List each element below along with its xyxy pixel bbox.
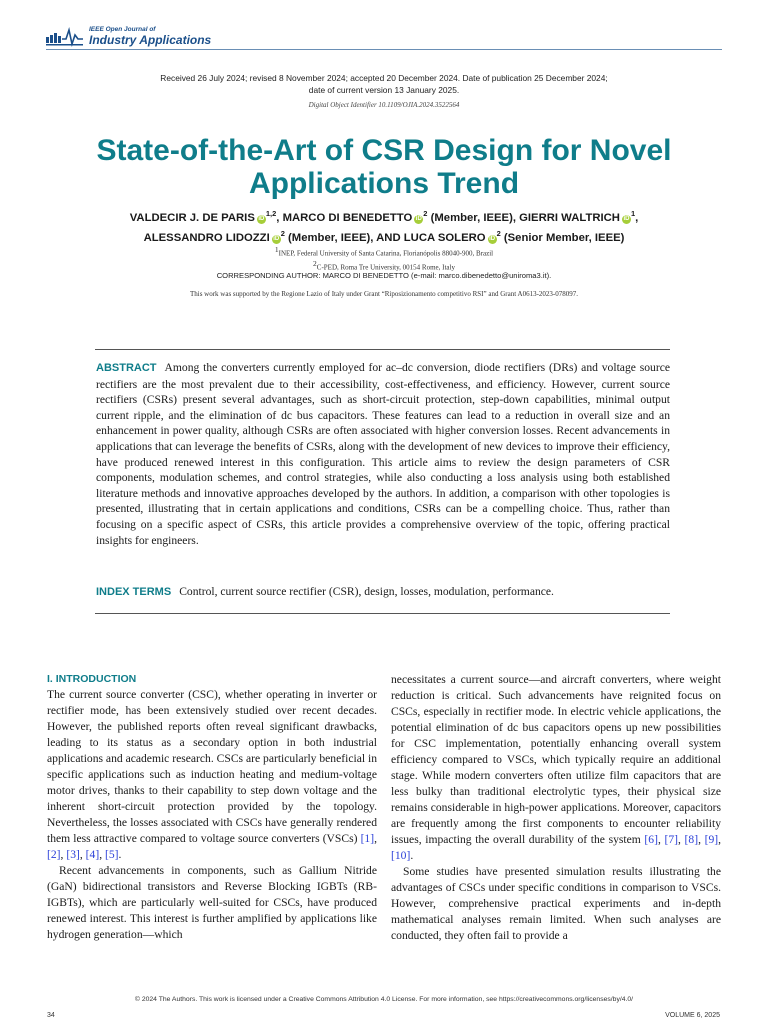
author-name: ALESSANDRO LIDOZZI — [143, 231, 270, 244]
title-line-2: Applications Trend — [248, 167, 520, 200]
affiliation-text: C-PED, Roma Tre University, 00154 Rome, Italy — [316, 263, 455, 272]
orcid-icon[interactable]: iD — [258, 215, 265, 222]
author-name: VALDECIR J. DE PARIS — [129, 211, 255, 224]
author-suffix: , — [276, 211, 283, 224]
abstract-text: Among the converters currently employed for ac–dc conversion, diode rectifiers (DRs) and voltage source rectifiers are the most prevalent due to their accessibility, cost-effectiveness, and efficiency. However, current source rectifiers (CSRs) present several advantages, such as short-circuit protection, step-down capabilities, minimal output current ripple, and the elimination of dc bus capacitors. These features can lead to a reduction in overall size and an enhancement in power quality, although CSRs are often associated with higher conversion losses. Recent advancements in applications that can leverage the benefits of CSRs, along with the development of new devices to improve their efficiency, have produced renewed interest in this configuration. This article aims to review the design parameters of CSR components, modulation schemes, and control strategies, while also conducting a loss analysis using both established literature methods and innovative approaches developed by the authors. In addition, a comparison with other topologies is presented, illustrating that in certain applications and conditions, CSRs can be a compelling choice. Thus, rather than focusing on a specific aspect of CSRs, this article provides a comprehensive overview of the topic, offering practical insights for engineers. — [96, 361, 670, 547]
author-affil-sup: 1,2 — [265, 209, 277, 218]
citation-link[interactable]: [3] — [66, 848, 80, 861]
author-list — [60, 206, 708, 246]
author-suffix: (Member, IEEE), AND — [284, 231, 404, 244]
title-line-1: State-of-the-Art of CSR Design for Novel — [96, 134, 672, 167]
author-suffix: , — [635, 211, 639, 224]
paragraph: The current source converter (CSC), whether operating in inverter or rectifier mode, has been extensively studied over recent decades. However, the published reports often reveal significant drawbacks, leading to its status as a secondary option in both industrial applications and academic research. CSCs are particularly beneficial in specific applications such as induction heating and medium-voltage motor drives, thanks to their capability to step down voltage and the inherent short-circuit protection provided by the topology. Nevertheless, the losses associated with CSCs have generally rendered them less attractive compared to voltage source converters (VSCs) [1], [2], [3], [4], [5]. — [47, 688, 377, 861]
received-line-1: Received 26 July 2024; revised 8 November 2024; accepted 20 December 2024. Date of publication 25 December 2024; — [160, 73, 608, 83]
page-number: 34 — [47, 1012, 55, 1019]
author-affil-sup: 2 — [280, 228, 285, 238]
header-divider — [46, 49, 722, 50]
paragraph: necessitates a current source—and aircraft converters, where weight reduction is critical. Such advancements have reignited focus on CSCs, especially in rectifier mode. In electric vehicle applications, the potential elimination of dc bus capacitors opens up new possibilities for CSC implementation, potentially enhancing overall system efficiency compared to VSCs, which typically require an additional stage. While modern converters often utilize film capacitors that are less bulky than traditional electrolytic types, their physical size remains considerable in high-power applications. Moreover, capacitors are frequently among the first components to encounter reliability issues, impacting the overall durability of the system [6], [7], [8], [9], [10]. — [391, 673, 722, 862]
citation-link[interactable]: [5] — [104, 848, 119, 861]
abstract — [96, 360, 670, 548]
paragraph: Some studies have presented simulation results illustrating the advantages of CSCs under specific conditions in comparison to VSCs. However, comprehensive practical experiments and in-depth mathematical analyses remain limited. When such analyses are conducted, they often fail to provide a — [391, 865, 721, 942]
paragraph-text: necessitates a current source—and aircraft converters, where weight reduction is critical. Such advancements have reignited focus on CSCs, especially in rectifier mode. In electric vehicle applications, the potential elimination of dc bus capacitors opens up new possibilities for CSC implementation, potentially enhancing overall system efficiency compared to VSCs, which typically require an additional stage. While modern converters often utilize film capacitors that are less bulky than traditional electrolytic types, their physical size remains considerable in high-power applications. Moreover, capacitors are frequently among the first components to encounter reliability issues, impacting the overall durability of the system — [391, 673, 721, 846]
citation-link[interactable]: [9] — [704, 833, 719, 846]
author-affil-sup: 2 — [423, 209, 428, 218]
author-line-1 — [60, 206, 708, 226]
author-name: GIERRI WALTRICH — [519, 211, 620, 224]
citation-link[interactable]: [2] — [47, 848, 61, 861]
affiliation-num: 1 — [274, 245, 279, 254]
author-affil-sup: 1 — [630, 209, 636, 218]
orcid-icon[interactable]: iD — [489, 235, 496, 242]
orcid-icon[interactable]: iD — [415, 215, 422, 222]
citation-link[interactable]: [6] — [644, 833, 658, 846]
doi: Digital Object Identifier 10.1109/OJIA.2024.3522564 — [308, 101, 460, 109]
orcid-icon[interactable]: iD — [273, 235, 280, 242]
orcid-icon[interactable]: iD — [623, 215, 630, 222]
author-name: LUCA SOLERO — [403, 231, 486, 244]
citation-link[interactable]: [8] — [684, 833, 699, 846]
author-name: MARCO DI BENEDETTO — [282, 211, 413, 224]
citation-link[interactable]: [7] — [664, 833, 678, 846]
author-suffix: (Member, IEEE), — [427, 211, 520, 224]
funding-note: This work was supported by the Regione Lazio of Italy under Grant “Riposizionamento competitivo RSI” and Grant A0613-2023-078097. — [189, 290, 579, 298]
paper-title — [60, 134, 708, 200]
citation-link[interactable]: [10] — [391, 849, 411, 862]
citation-link[interactable]: [1] — [360, 832, 375, 845]
affiliation-text: INEP, Federal University of Santa Catarina, Florianópolis 88040-900, Brazil — [278, 249, 494, 258]
author-line-2 — [60, 226, 708, 246]
affiliations — [60, 245, 708, 273]
body-column-right — [391, 672, 721, 944]
affiliation-1 — [60, 245, 708, 259]
abstract-top-rule — [95, 349, 670, 350]
received-line-2: date of current version 13 January 2025. — [308, 84, 460, 95]
corresponding-author: CORRESPONDING AUTHOR: MARCO DI BENEDETTO (e-mail: marco.dibenedetto@uniroma3.it). — [216, 271, 552, 280]
author-suffix: (Senior Member, IEEE) — [500, 231, 625, 244]
index-terms-label: INDEX TERMS — [96, 586, 172, 598]
section-heading: I. INTRODUCTION — [47, 673, 137, 685]
abstract-label: ABSTRACT — [96, 362, 157, 374]
paragraph: Recent advancements in components, such as Gallium Nitride (GaN) bidirectional transistors and Reverse Blocking IGBTs (RB-IGBTs), which are particularly well-suited for CSCs, have produced renewed interest. This interest is further amplified by applications like hydrogen generation—which — [47, 864, 377, 941]
index-terms — [96, 584, 670, 600]
affiliation-num: 2 — [313, 258, 317, 268]
index-terms-text: Control, current source rectifier (CSR), design, losses, modulation, performance. — [179, 585, 554, 598]
ieee-oj-logo-icon — [46, 27, 84, 47]
journal-small-label: IEEE Open Journal of — [89, 26, 156, 33]
license-notice: © 2024 The Authors. This work is licensed under a Creative Commons Attribution 4.0 License. For more information, see https://creativecommons.org/licenses/by/4.0/ — [134, 996, 634, 1003]
body-column-left — [47, 672, 377, 943]
abstract-bottom-rule — [95, 613, 670, 614]
author-affil-sup: 2 — [496, 228, 501, 238]
paragraph-text: The current source converter (CSC), whether operating in inverter or rectifier mode, has been extensively studied over recent decades. However, the published reports often reveal significant drawbacks, leading to its status as a secondary option in both industrial applications and academic research. CSCs are particularly beneficial in specific applications such as induction heating and medium-voltage motor drives, thanks to their capability to step down voltage and the inherent short-circuit protection provided by the topology. Nevertheless, the losses associated with CSCs have generally rendered them less attractive compared to voltage source converters (VSCs) — [47, 688, 377, 845]
citation-link[interactable]: [4] — [85, 848, 100, 861]
publication-dates — [60, 73, 708, 96]
journal-name: Industry Applications — [89, 33, 212, 47]
volume-label: VOLUME 6, 2025 — [665, 1012, 720, 1019]
